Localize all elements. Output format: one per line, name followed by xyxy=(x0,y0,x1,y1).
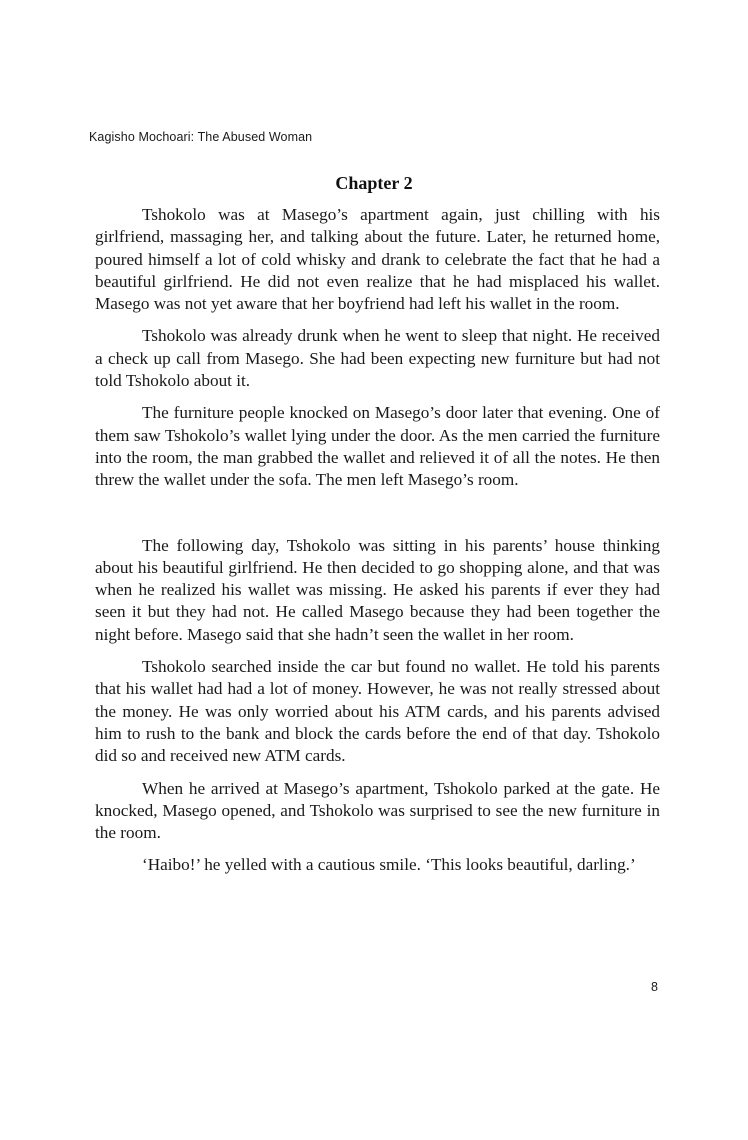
running-header: Kagisho Mochoari: The Abused Woman xyxy=(89,130,313,144)
chapter-title: Chapter 2 xyxy=(335,173,413,193)
chapter-body xyxy=(95,204,660,887)
page-number: 8 xyxy=(651,980,658,994)
paragraph: The following day, Tshokolo was sitting in his parents’ house thinking about his beautiful girlfriend. He then decided to go shopping alone, and that was when he realized his wallet was missing. He asked his parents if ever they had seen it but they had not. He called Masego because they had been together the night before. Masego said that she hadn’t seen the wallet in her room. xyxy=(95,535,660,644)
paragraph: When he arrived at Masego’s apartment, Tshokolo parked at the gate. He knocked, Masego opened, and Tshokolo was surprised to see the new furniture in the room. xyxy=(95,778,660,843)
paragraph: Tshokolo searched inside the car but found no wallet. He told his parents that his wallet had had a lot of money. However, he was not really stressed about the money. He was only worried about his ATM cards, and his parents advised him to rush to the bank and block the cards before the end of that day. Tshokolo did so and received new ATM cards. xyxy=(95,657,660,766)
paragraph: The furniture people knocked on Masego’s door later that evening. One of them saw Tshokolo’s wallet lying under the door. As the men carried the furniture into the room, the man grabbed the wallet and relieved it of all the notes. He then threw the wallet under the sofa. The men left Masego’s room. xyxy=(95,403,660,490)
paragraph: ‘Haibo!’ he yelled with a cautious smile. ‘This looks beautiful, darling.’ xyxy=(142,855,636,875)
paragraph: Tshokolo was at Masego’s apartment again, just chilling with his girlfriend, massaging her, and talking about the future. Later, he returned home, poured himself a lot of cold whisky and drank to celebrate the fact that he had a beautiful girlfriend. He did not even realize that he had misplaced his wallet. Masego was not yet aware that her boyfriend had left his wallet in the room. xyxy=(95,205,660,314)
paragraph: Tshokolo was already drunk when he went to sleep that night. He received a check up call from Masego. She had been expecting new furniture but had not told Tshokolo about it. xyxy=(95,326,660,391)
